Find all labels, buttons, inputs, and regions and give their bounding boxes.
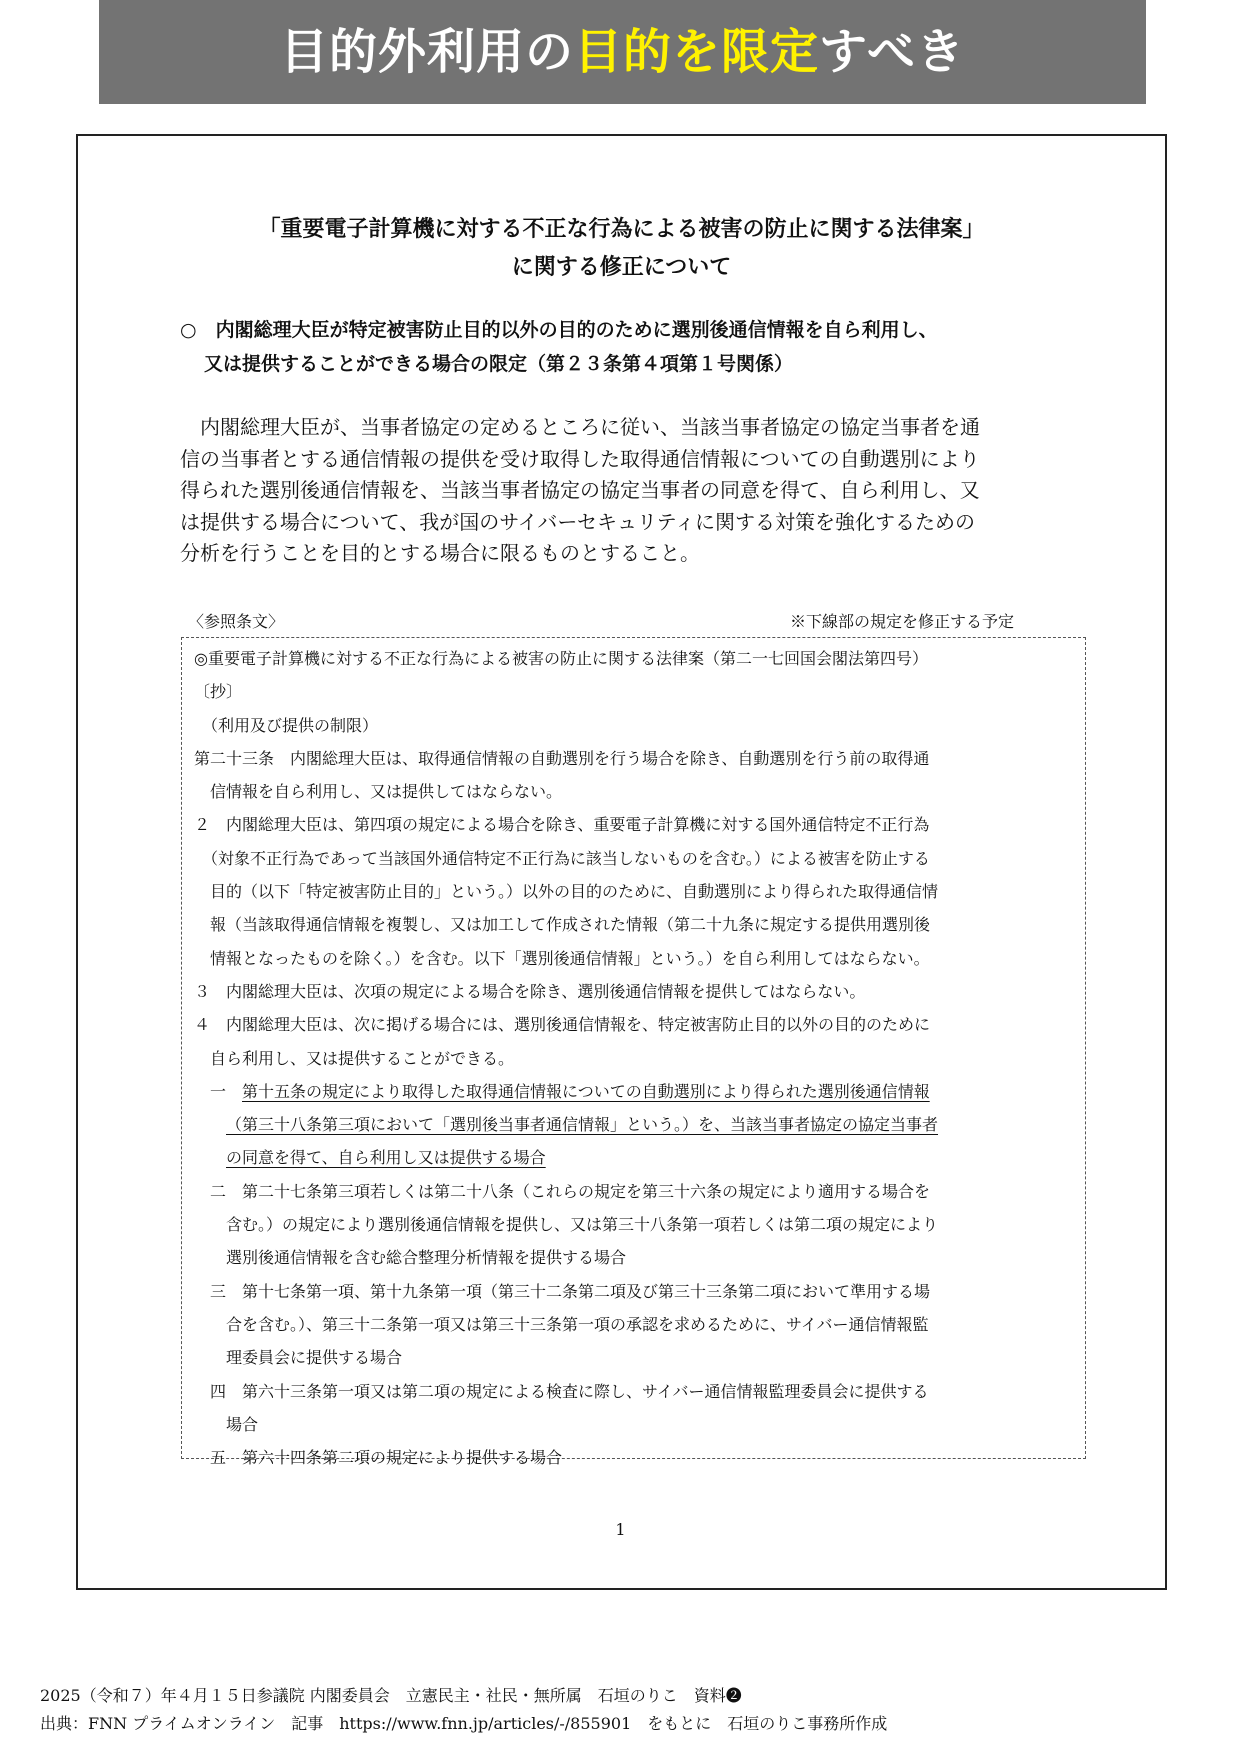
ref-label: 〈参照条文〉 bbox=[188, 612, 285, 631]
ref-line: 合を含む。）、第三十二条第一項又は第三十三条第一項の承認を求めるために、サイバー通信情報監 bbox=[194, 1314, 929, 1334]
body-line: 信の当事者とする通信情報の提供を受け取得した取得通信情報についての自動選別により bbox=[180, 446, 980, 471]
section-heading-line2: 又は提供することができる場合の限定（第２３条第４項第１号関係） bbox=[204, 353, 794, 375]
item1-text: （第三十八条第三項において「選別後当事者通信情報」という。）を、当該当事者協定の協定当事者 bbox=[226, 1115, 939, 1135]
page-number: 1 bbox=[615, 1520, 626, 1539]
item1-text: 第十五条の規定により取得した取得通信情報についての自動選別により得られた選別後通信情報 bbox=[242, 1081, 930, 1101]
ref-line: ２ 内閣総理大臣は、第四項の規定による場合を除き、重要電子計算機に対する国外通信特定不正行為 bbox=[194, 815, 930, 835]
title-banner bbox=[99, 0, 1146, 104]
ref-line: 自ら利用し、又は提供することができる。 bbox=[194, 1048, 515, 1068]
body-line: 分析を行うことを目的とする場合に限るものとすること。 bbox=[180, 541, 700, 565]
ref-line: 理委員会に提供する場合 bbox=[194, 1348, 403, 1368]
ref-line: 五 第六十四条第二項の規定により提供する場合 bbox=[194, 1448, 563, 1468]
reference-text bbox=[194, 642, 1079, 1474]
ref-line: 〔抄〕 bbox=[194, 682, 243, 702]
reference-box bbox=[181, 637, 1086, 1468]
body-line: 得られた選別後通信情報を、当該当事者協定の協定当事者の同意を得て、自ら利用し、又 bbox=[180, 478, 980, 502]
banner-highlight: 目的を限定 bbox=[573, 24, 819, 80]
ref-line: 情報となったものを除く。）を含む。以下「選別後通信情報」という。）を自ら利用してはならない。 bbox=[194, 948, 930, 968]
ref-line: 第二十三条 内閣総理大臣は、取得通信情報の自動選別を行う場合を除き、自動選別を行う前の取得通 bbox=[194, 748, 930, 768]
section-heading bbox=[180, 313, 1080, 381]
footer-line2: 出典：FNN プライムオンライン 記事 https://www.fnn.jp/articles/-/855901 をもとに 石垣のりこ事務所作成 bbox=[40, 1714, 888, 1733]
ref-underlined-line bbox=[194, 1141, 1079, 1174]
ref-line: 目的（以下「特定被害防止目的」という。）以外の目的のために、自動選別により得られた取得通信情 bbox=[194, 882, 939, 902]
item1-prefix: 一 bbox=[194, 1081, 243, 1101]
item1-text: の同意を得て、自ら利用し又は提供する場合 bbox=[226, 1148, 546, 1168]
footer-line1: 2025（令和７）年４月１５日参議院 内閣委員会 立憲民主・社民・無所属 石垣のりこ 資料❷ bbox=[40, 1686, 742, 1705]
ref-underlined-line bbox=[194, 1075, 1079, 1108]
ref-line: ◎重要電子計算機に対する不正な行為による被害の防止に関する法律案（第二一七回国会閣法第四号） bbox=[194, 649, 928, 668]
ref-line: 選別後通信情報を含む総合整理分析情報を提供する場合 bbox=[194, 1248, 627, 1268]
section-heading-line1: ○ 内閣総理大臣が特定被害防止目的以外の目的のために選別後通信情報を自ら利用し、 bbox=[180, 319, 938, 341]
ref-line: 場合 bbox=[194, 1414, 259, 1434]
banner-text-2: すべき bbox=[818, 24, 966, 80]
ref-line: 報（当該取得通信情報を複製し、又は加工して作成された情報（第二十九条に規定する提供用選別後 bbox=[194, 915, 931, 935]
ref-line: （対象不正行為であって当該国外通信特定不正行為に該当しないものを含む。）による被害を防止する bbox=[194, 848, 930, 868]
ref-line: ３ 内閣総理大臣は、次項の規定による場合を除き、選別後通信情報を提供してはならない。 bbox=[194, 981, 866, 1001]
ref-line: 三 第十七条第一項、第十九条第一項（第三十二条第二項及び第三十三条第二項において準用する場 bbox=[194, 1281, 931, 1301]
banner-text-1: 目的外利用の bbox=[279, 24, 574, 80]
doc-title-line2: に関する修正について bbox=[511, 255, 732, 280]
ref-line: 四 第六十三条第一項又は第二項の規定による検査に際し、サイバー通信情報監理委員会に提供する bbox=[194, 1381, 929, 1401]
ref-line: 信情報を自ら利用し、又は提供してはならない。 bbox=[194, 782, 563, 802]
ref-line: 二 第二十七条第三項若しくは第二十八条（これらの規定を第三十六条の規定により適用する場合を bbox=[194, 1181, 931, 1201]
ref-note: ※下線部の規定を修正する予定 bbox=[790, 612, 1015, 631]
ref-underlined-line bbox=[194, 1108, 1079, 1141]
ref-line: ４ 内閣総理大臣は、次に掲げる場合には、選別後通信情報を、特定被害防止目的以外の目的のために bbox=[194, 1015, 931, 1035]
ref-line: （利用及び提供の制限） bbox=[194, 715, 379, 735]
body-paragraph bbox=[180, 412, 1060, 570]
body-line: 内閣総理大臣が、当事者協定の定めるところに従い、当該当事者協定の協定当事者を通 bbox=[180, 415, 980, 439]
body-line: は提供する場合について、我が国のサイバーセキュリティに関する対策を強化するための bbox=[180, 509, 975, 534]
doc-title-line1: 「重要電子計算機に対する不正な行為による被害の防止に関する法律案」 bbox=[258, 217, 985, 242]
ref-line: 含む。）の規定により選別後通信情報を提供し、又は第三十八条第一項若しくは第二項の規定により bbox=[194, 1215, 939, 1235]
